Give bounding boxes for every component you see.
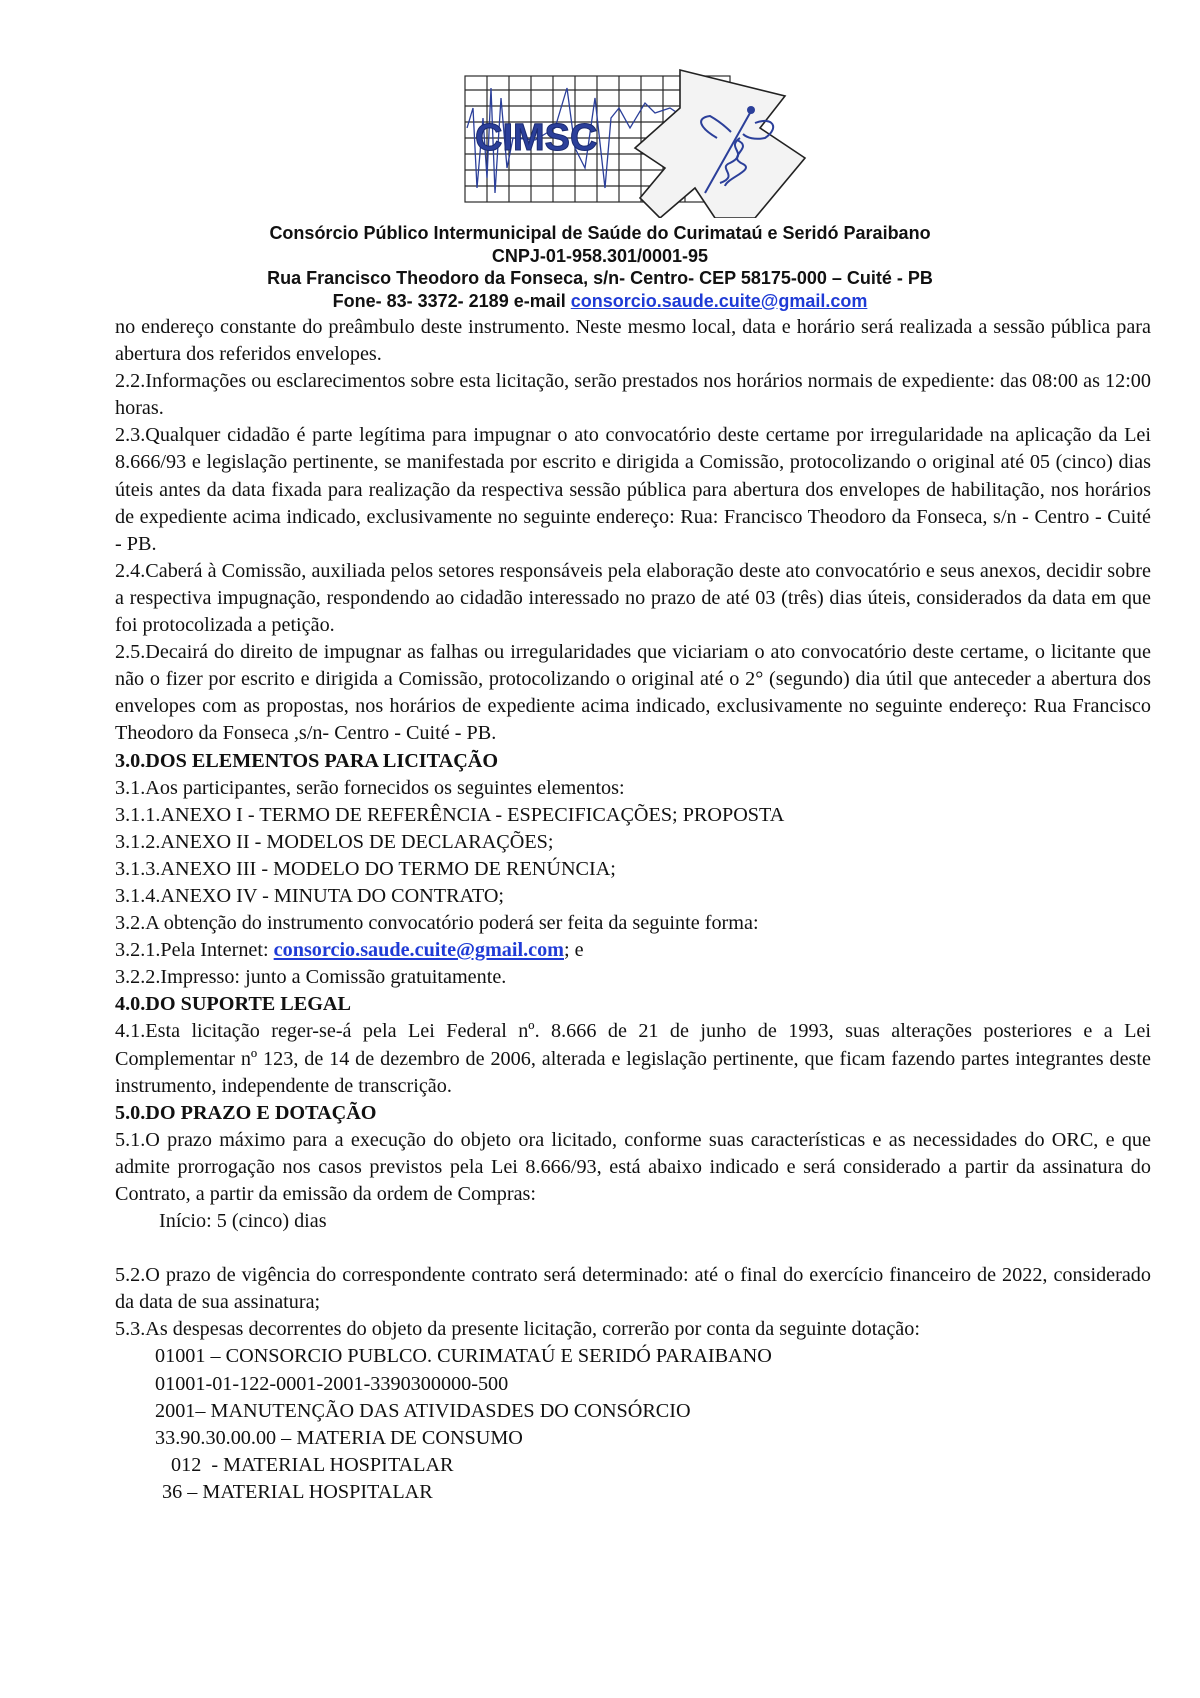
dotacao-line: 01001-01-122-0001-2001-3390300000-500: [155, 1372, 509, 1395]
paragraph-2-3: 2.3.Qualquer cidadão é parte legítima para impugnar o ato convocatório deste certame por irregularidade na aplicação da Lei 8.666/93 e legislação pertinente, se manifestada por escrito e dirigida a Comissão, protocolizando o original até 05 (cinco) dias úteis antes da data fixada para realização da respectiva sessão pública para abertura dos envelopes de habilitação, nos horários de expediente acima indicado, exclusivamente no seguinte endereço: Rua: Francisco Theodoro da Fonseca, s/n - Centro - Cuité - PB.: [115, 424, 1151, 555]
item-3-1-2: 3.1.2.ANEXO II - MODELOS DE DECLARAÇÕES;: [115, 830, 554, 853]
paragraph-5-2: 5.2.O prazo de vigência do correspondente contrato será determinado: até o final do exercício financeiro de 2022, considerado da data de sua assinatura;: [115, 1264, 1151, 1314]
paragraph-4-1: 4.1.Esta licitação reger-se-á pela Lei Federal nº. 8.666 de 21 de junho de 1993, suas alterações posteriores e a Lei Complementar nº 123, de 14 de dezembro de 2006, alterada e legislação pertinente, que ficam fazendo partes integrantes deste instrumento, independente de transcrição.: [115, 1020, 1151, 1097]
start-term: Início: 5 (cinco) dias: [159, 1210, 327, 1233]
header-email-link[interactable]: consorcio.saude.cuite@gmail.com: [570, 290, 868, 311]
item-3-2-1-suffix: ; e: [564, 939, 584, 962]
address: Rua Francisco Theodoro da Fonseca, s/n- Centro- CEP 58175-000 – Cuité - PB: [267, 268, 933, 288]
body-email-link[interactable]: consorcio.saude.cuite@gmail.com: [273, 939, 564, 962]
item-3-2: 3.2.A obtenção do instrumento convocatório poderá ser feita da seguinte forma:: [115, 912, 759, 935]
item-3-2-2: 3.2.2.Impresso: junto a Comissão gratuitamente.: [115, 966, 507, 989]
blank-line: [115, 1235, 1151, 1262]
org-name: Consórcio Público Intermunicipal de Saúde do Curimataú e Seridó Paraibano: [269, 223, 931, 243]
item-3-2-1-label: 3.2.1.Pela Internet:: [115, 939, 274, 962]
phone: Fone- 83- 3372- 2189 e-mail: [332, 290, 571, 311]
dotacao-line: 36 – MATERIAL HOSPITALAR: [162, 1480, 433, 1503]
item-3-1-1: 3.1.1.ANEXO I - TERMO DE REFERÊNCIA - ESPECIFICAÇÕES; PROPOSTA: [115, 803, 785, 826]
logo-text: CIMSC: [475, 117, 598, 159]
contact-line: [0, 290, 1200, 313]
section-heading-5: 5.0.DO PRAZO E DOTAÇÃO: [115, 1101, 377, 1124]
dotacao-line: 01001 – CONSORCIO PUBLCO. CURIMATAÚ E SERIDÓ PARAIBANO: [155, 1345, 772, 1368]
cnpj: CNPJ-01-958.301/0001-95: [491, 245, 709, 266]
item-3-1-3: 3.1.3.ANEXO III - MODELO DO TERMO DE RENÚNCIA;: [115, 857, 616, 880]
paragraph-continuation: no endereço constante do preâmbulo deste instrumento. Neste mesmo local, data e horário será realizada a sessão pública para abertura dos referidos envelopes.: [115, 316, 1151, 366]
dotacao-line: 012 - MATERIAL HOSPITALAR: [171, 1453, 454, 1476]
item-3-2-1: [115, 937, 1151, 964]
letterhead: [0, 222, 1200, 312]
caduceus-grid-logo-icon: [455, 68, 815, 218]
document-body: [115, 314, 1151, 1506]
dotacao-line: 2001– MANUTENÇÃO DAS ATIVIDASDES DO CONSÓRCIO: [155, 1399, 691, 1422]
paragraph-2-5: 2.5.Decairá do direito de impugnar as falhas ou irregularidades que viciariam o ato convocatório deste certame, o licitante que não o fizer por escrito e dirigida a Comissão, protocolizando o original até o 2° (segundo) dia útil que anteceder a abertura dos envelopes com as propostas, nos horários de expediente acima indicado, exclusivamente no seguinte endereço: Rua Francisco Theodoro da Fonseca ,s/n- Centro - Cuité - PB.: [115, 641, 1151, 745]
section-heading-4: 4.0.DO SUPORTE LEGAL: [115, 993, 351, 1016]
cimsc-logo: [455, 68, 815, 218]
paragraph-2-4: 2.4.Caberá à Comissão, auxiliada pelos setores responsáveis pela elaboração deste ato convocatório e seus anexos, decidir sobre a respectiva impugnação, respondendo ao cidadão interessado no prazo de até 03 (três) dias úteis, considerados da data em que foi protocolizada a petição.: [115, 559, 1151, 637]
item-5-3: 5.3.As despesas decorrentes do objeto da presente licitação, correrão por conta da seguinte dotação:: [115, 1318, 920, 1341]
paragraph-2-2: 2.2.Informações ou esclarecimentos sobre esta licitação, serão prestados nos horários normais de expediente: das 08:00 as 12:00 horas.: [115, 370, 1151, 420]
dotacao-line: 33.90.30.00.00 – MATERIA DE CONSUMO: [155, 1426, 523, 1449]
item-3-1: 3.1.Aos participantes, serão fornecidos os seguintes elementos:: [115, 776, 625, 799]
item-3-1-4: 3.1.4.ANEXO IV - MINUTA DO CONTRATO;: [115, 884, 505, 907]
paragraph-5-1: 5.1.O prazo máximo para a execução do objeto ora licitado, conforme suas características e as necessidades do ORC, e que admite prorrogação nos casos previstos pela Lei 8.666/93, está abaixo indicado e será considerado a partir da assinatura do Contrato, a partir da emissão da ordem de Compras:: [115, 1128, 1151, 1205]
section-heading-3: 3.0.DOS ELEMENTOS PARA LICITAÇÃO: [115, 749, 499, 772]
